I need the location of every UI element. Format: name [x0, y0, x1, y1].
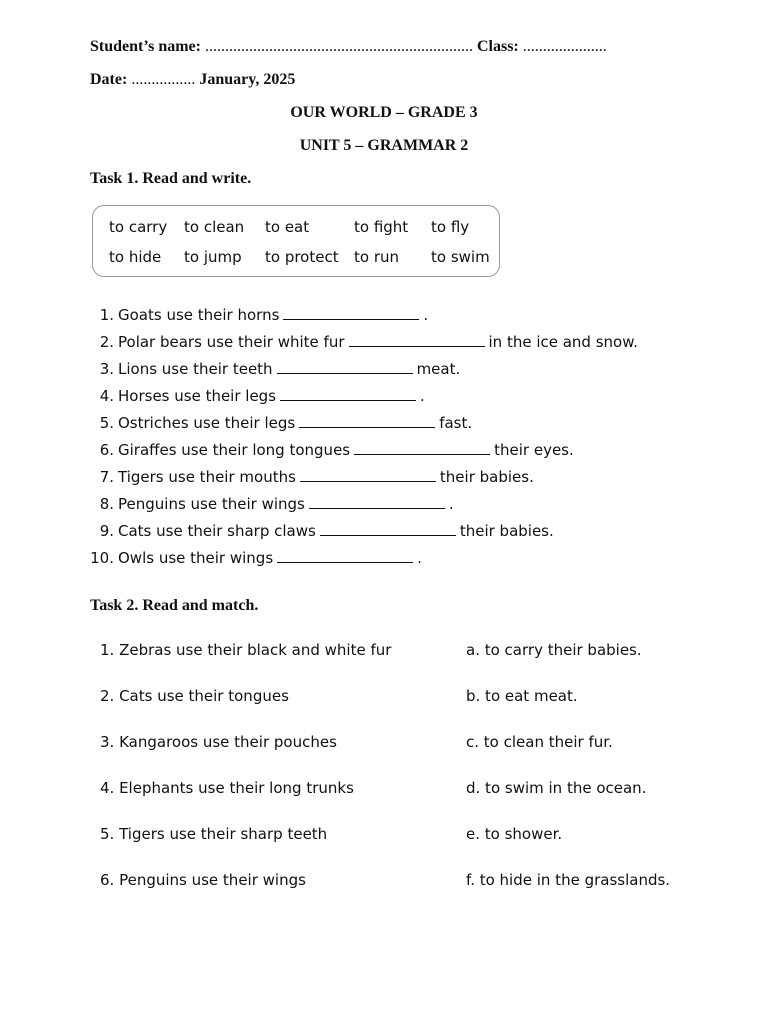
item-text-after: fast.	[439, 414, 473, 432]
item-text-after: their eyes.	[494, 441, 574, 459]
student-name-field[interactable]: ...................................................................	[204, 38, 473, 55]
item-number: 5.	[99, 414, 114, 432]
match-right-item[interactable]: b. to eat meat.	[466, 687, 578, 705]
date-label: Date:	[90, 71, 128, 88]
answer-blank[interactable]	[309, 496, 445, 509]
task1-item	[90, 333, 638, 351]
match-left-item[interactable]: 1. Zebras use their black and white fur	[100, 641, 392, 659]
match-left-item[interactable]: 4. Elephants use their long trunks	[100, 779, 354, 797]
answer-blank[interactable]	[320, 523, 456, 536]
item-text-after: in the ice and snow.	[488, 333, 638, 351]
word-bank-item: to carry	[109, 218, 168, 236]
item-text-after: .	[448, 495, 454, 513]
item-text-after: .	[420, 387, 425, 405]
answer-blank[interactable]	[349, 334, 485, 347]
item-text-after: .	[417, 549, 422, 567]
answer-blank[interactable]	[280, 388, 416, 401]
item-text: Giraffes use their long tongues	[118, 441, 351, 459]
item-text: Owls use their wings	[118, 549, 274, 567]
item-text: Ostriches use their legs	[118, 414, 296, 432]
item-text-after: their babies.	[459, 522, 554, 540]
date-value: January, 2025	[199, 71, 296, 88]
answer-blank[interactable]	[277, 361, 413, 374]
item-number: 6.	[99, 441, 114, 459]
word-bank-item: to jump	[184, 248, 242, 266]
word-bank-item: to swim	[431, 248, 490, 266]
date-line	[90, 71, 295, 89]
match-right-item[interactable]: a. to carry their babies.	[466, 641, 642, 659]
word-bank-item: to fly	[431, 218, 470, 236]
item-number: 3.	[99, 360, 114, 378]
class-field[interactable]: .....................	[522, 38, 607, 55]
item-number: 1.	[99, 306, 114, 324]
task1-item	[90, 360, 460, 378]
word-bank-item: to clean	[184, 218, 245, 236]
date-field[interactable]: ................	[131, 71, 196, 88]
item-number: 10.	[90, 549, 114, 567]
item-text-after: .	[423, 306, 429, 324]
item-text: Goats use their horns	[118, 306, 280, 324]
item-text-after: meat.	[416, 360, 461, 378]
task1-item	[90, 495, 454, 513]
item-number: 2.	[99, 333, 114, 351]
word-bank-item: to protect	[265, 248, 339, 266]
answer-blank[interactable]	[277, 550, 413, 563]
task1-item	[90, 414, 472, 432]
task1-item	[90, 441, 574, 459]
match-left-item[interactable]: 3. Kangaroos use their pouches	[100, 733, 337, 751]
item-text: Lions use their teeth	[118, 360, 273, 378]
item-number: 9.	[99, 522, 114, 540]
item-text: Cats use their sharp claws	[118, 522, 316, 540]
student-info-line	[90, 38, 607, 56]
word-bank-item: to eat	[265, 218, 310, 236]
page-subtitle: UNIT 5 – GRAMMAR 2	[299, 137, 469, 154]
item-text: Horses use their legs	[118, 387, 277, 405]
item-text-after: their babies.	[439, 468, 534, 486]
word-bank-item: to run	[354, 248, 400, 266]
task1-item	[90, 306, 428, 324]
item-text: Tigers use their mouths	[118, 468, 296, 486]
page-title: OUR WORLD – GRADE 3	[290, 104, 478, 121]
task1-item	[90, 522, 554, 540]
match-right-item[interactable]: f. to hide in the grasslands.	[466, 871, 671, 889]
match-left-item[interactable]: 2. Cats use their tongues	[100, 687, 289, 705]
class-label: Class:	[476, 38, 519, 55]
answer-blank[interactable]	[283, 307, 419, 320]
word-bank-item: to fight	[354, 218, 409, 236]
task1-item	[90, 468, 534, 486]
match-right-item[interactable]: c. to clean their fur.	[466, 733, 613, 751]
item-number: 4.	[99, 387, 114, 405]
match-left-item[interactable]: 6. Penguins use their wings	[100, 871, 306, 889]
match-left-item[interactable]: 5. Tigers use their sharp teeth	[100, 825, 328, 843]
item-text: Polar bears use their white fur	[118, 333, 345, 351]
answer-blank[interactable]	[299, 415, 435, 428]
item-number: 7.	[99, 468, 114, 486]
item-number: 8.	[99, 495, 114, 513]
answer-blank[interactable]	[300, 469, 436, 482]
task1-item	[90, 549, 422, 567]
word-bank-item: to hide	[109, 248, 162, 266]
task2-heading: Task 2. Read and match.	[90, 597, 259, 614]
word-bank	[92, 205, 500, 277]
item-text: Penguins use their wings	[118, 495, 305, 513]
task1-heading: Task 1. Read and write.	[90, 170, 252, 187]
student-name-label: Student’s name:	[90, 38, 201, 55]
answer-blank[interactable]	[354, 442, 490, 455]
match-right-item[interactable]: e. to shower.	[466, 825, 563, 843]
match-right-item[interactable]: d. to swim in the ocean.	[466, 779, 647, 797]
task1-item	[90, 387, 425, 405]
